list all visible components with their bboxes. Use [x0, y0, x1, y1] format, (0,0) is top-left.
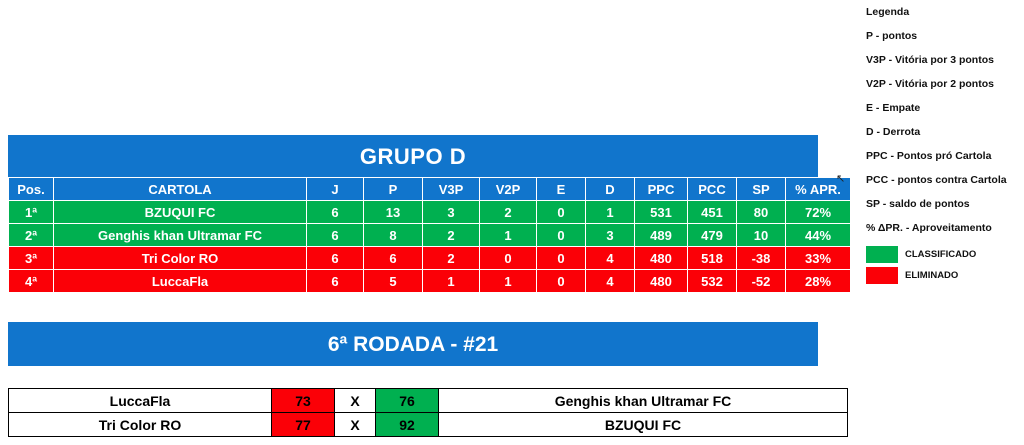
cell-apr: 33% — [786, 247, 851, 270]
column-header-v2p: V2P — [480, 178, 537, 201]
cell-team: Genghis khan Ultramar FC — [54, 224, 307, 247]
cell-p: 5 — [364, 270, 423, 293]
cell-ppc: 480 — [635, 270, 688, 293]
cell-pos: 3ª — [9, 247, 54, 270]
match-away-team: Genghis khan Ultramar FC — [439, 389, 848, 413]
cell-p: 6 — [364, 247, 423, 270]
round-banner: 6ª RODADA - #21 — [8, 322, 818, 366]
cell-team: LuccaFla — [54, 270, 307, 293]
cell-team: Tri Color RO — [54, 247, 307, 270]
legend-line-ppc: PPC - Pontos pró Cartola — [866, 150, 992, 162]
cell-ppc: 489 — [635, 224, 688, 247]
cell-pcc: 532 — [688, 270, 737, 293]
legend-swatch-red — [866, 267, 898, 284]
cell-j: 6 — [307, 270, 364, 293]
cell-v3p: 2 — [423, 247, 480, 270]
column-header-team: CARTOLA — [54, 178, 307, 201]
cell-v2p: 2 — [480, 201, 537, 224]
cell-j: 6 — [307, 247, 364, 270]
standings-header-row — [9, 178, 851, 201]
legend-line-d: D - Derrota — [866, 126, 921, 138]
matches-block — [8, 388, 842, 437]
cell-d: 1 — [586, 201, 635, 224]
cell-apr: 72% — [786, 201, 851, 224]
cell-sp: 10 — [737, 224, 786, 247]
cell-pcc: 518 — [688, 247, 737, 270]
cell-team: BZUQUI FC — [54, 201, 307, 224]
cell-pcc: 451 — [688, 201, 737, 224]
cell-e: 0 — [537, 224, 586, 247]
cell-pcc: 479 — [688, 224, 737, 247]
cell-e: 0 — [537, 247, 586, 270]
column-header-p: P — [364, 178, 423, 201]
legend-line-pcc: PCC - pontos contra Cartola — [866, 174, 1007, 186]
match-home-score: 73 — [272, 389, 335, 413]
cell-pos: 1ª — [9, 201, 54, 224]
column-header-pos: Pos. — [9, 178, 54, 201]
match-away-score: 92 — [376, 413, 439, 437]
legend-key-label-classificado: CLASSIFICADO — [905, 249, 977, 260]
legend-line-e: E - Empate — [866, 102, 921, 114]
match-home-team: LuccaFla — [9, 389, 272, 413]
cell-v3p: 1 — [423, 270, 480, 293]
match-home-score: 77 — [272, 413, 335, 437]
cell-pos: 4ª — [9, 270, 54, 293]
legend-key-eliminado — [866, 267, 1018, 284]
cell-e: 0 — [537, 270, 586, 293]
legend-key-label-eliminado: ELIMINADO — [905, 270, 959, 281]
cell-v3p: 2 — [423, 224, 480, 247]
cell-p: 13 — [364, 201, 423, 224]
cell-ppc: 480 — [635, 247, 688, 270]
matches-table — [8, 388, 848, 437]
cell-sp: -38 — [737, 247, 786, 270]
legend-panel — [866, 6, 1018, 284]
cell-d: 3 — [586, 224, 635, 247]
legend-line-v2p: V2P - Vitória por 2 pontos — [866, 78, 994, 90]
cell-v2p: 0 — [480, 247, 537, 270]
group-standings-block — [8, 135, 841, 293]
table-row — [9, 270, 851, 293]
match-away-score: 76 — [376, 389, 439, 413]
match-row — [9, 389, 848, 413]
group-title: GRUPO D — [8, 135, 818, 177]
cell-sp: -52 — [737, 270, 786, 293]
column-header-ppc: PPC — [635, 178, 688, 201]
legend-line-p: P - pontos — [866, 30, 918, 42]
match-away-team: BZUQUI FC — [439, 413, 848, 437]
cell-d: 4 — [586, 270, 635, 293]
cell-d: 4 — [586, 247, 635, 270]
match-row — [9, 413, 848, 437]
cell-apr: 28% — [786, 270, 851, 293]
cell-v2p: 1 — [480, 224, 537, 247]
cell-j: 6 — [307, 201, 364, 224]
match-separator: X — [335, 389, 376, 413]
legend-line-sp: SP - saldo de pontos — [866, 198, 970, 210]
column-header-sp: SP — [737, 178, 786, 201]
column-header-apr: % APR. — [786, 178, 851, 201]
table-row — [9, 247, 851, 270]
match-home-team: Tri Color RO — [9, 413, 272, 437]
cell-p: 8 — [364, 224, 423, 247]
table-row — [9, 224, 851, 247]
column-header-v3p: V3P — [423, 178, 480, 201]
column-header-j: J — [307, 178, 364, 201]
cell-v3p: 3 — [423, 201, 480, 224]
column-header-pcc: PCC — [688, 178, 737, 201]
match-separator: X — [335, 413, 376, 437]
standings-table — [8, 177, 851, 293]
legend-swatch-green — [866, 246, 898, 263]
legend-line-v3p: V3P - Vitória por 3 pontos — [866, 54, 994, 66]
legend-line-apr: % ΔPR. - Aproveitamento — [866, 222, 992, 234]
cell-e: 0 — [537, 201, 586, 224]
legend-title: Legenda — [866, 6, 910, 18]
mouse-cursor-icon: ↖ — [836, 173, 846, 185]
cell-pos: 2ª — [9, 224, 54, 247]
cell-j: 6 — [307, 224, 364, 247]
legend-key-classificado — [866, 246, 1018, 263]
cell-apr: 44% — [786, 224, 851, 247]
column-header-d: D — [586, 178, 635, 201]
column-header-e: E — [537, 178, 586, 201]
cell-v2p: 1 — [480, 270, 537, 293]
cell-ppc: 531 — [635, 201, 688, 224]
table-row — [9, 201, 851, 224]
cell-sp: 80 — [737, 201, 786, 224]
